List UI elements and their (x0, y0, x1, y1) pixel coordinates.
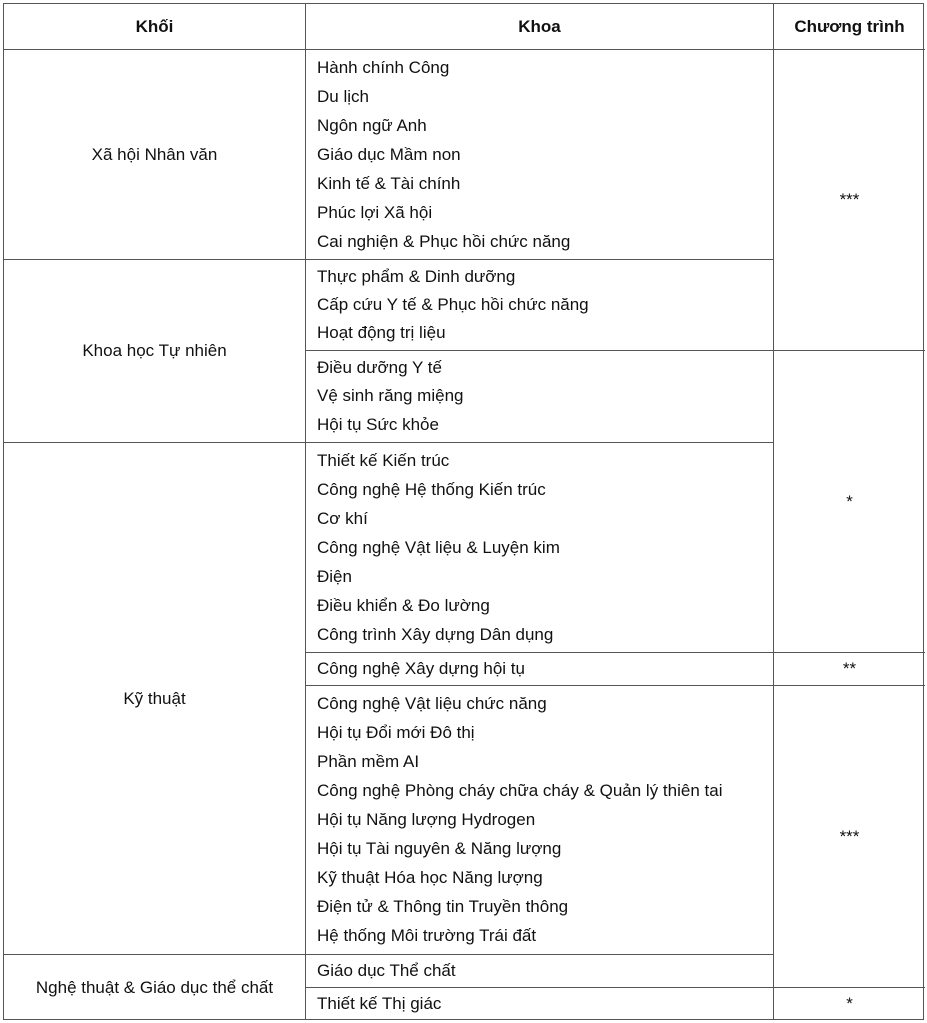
faculty-item: Công nghệ Phòng cháy chữa cháy & Quản lý thiên tai (317, 780, 723, 800)
block-cell: Nghệ thuật & Giáo dục thể chất (4, 955, 306, 1020)
header-program: Chương trình (774, 4, 925, 50)
block-cell: Kỹ thuật (4, 443, 306, 955)
faculty-item: Thiết kế Kiến trúc (317, 450, 450, 470)
faculty-item: Công nghệ Vật liệu & Luyện kim (317, 537, 560, 557)
program-cell: * (774, 351, 925, 653)
faculty-item: Thiết kế Thị giác (317, 994, 442, 1013)
block-cell: Khoa học Tự nhiên (4, 260, 306, 443)
faculty-item: Thực phẩm & Dinh dưỡng (317, 267, 516, 286)
faculty-group (306, 50, 774, 260)
program-cell: *** (774, 50, 925, 351)
faculty-item: Công trình Xây dựng Dân dụng (317, 624, 554, 644)
block-cell: Xã hội Nhân văn (4, 50, 306, 260)
faculty-item: Hành chính Công (317, 57, 450, 77)
faculty-group (306, 955, 774, 988)
program-cell: *** (774, 686, 925, 988)
faculty-item: Phúc lợi Xã hội (317, 202, 433, 222)
faculty-item: Hội tụ Đổi mới Đô thị (317, 722, 475, 742)
faculty-item: Công nghệ Vật liệu chức năng (317, 693, 547, 713)
faculty-item: Giáo dục Thể chất (317, 961, 456, 980)
faculty-table (3, 3, 924, 1020)
faculty-group (306, 653, 774, 686)
faculty-item: Điều khiển & Đo lường (317, 595, 490, 615)
faculty-group (306, 686, 774, 955)
faculty-item: Giáo dục Mầm non (317, 144, 461, 164)
faculty-item: Hoạt động trị liệu (317, 323, 446, 342)
header-faculty: Khoa (306, 4, 774, 50)
faculty-item: Công nghệ Hệ thống Kiến trúc (317, 479, 546, 499)
faculty-group (306, 260, 774, 351)
faculty-group (306, 988, 774, 1020)
faculty-item: Điều dưỡng Y tế (317, 358, 442, 378)
faculty-item: Cai nghiện & Phục hồi chức năng (317, 231, 571, 251)
faculty-item: Kinh tế & Tài chính (317, 173, 461, 193)
faculty-item: Điện (317, 566, 352, 586)
faculty-item: Hội tụ Năng lượng Hydrogen (317, 809, 536, 829)
faculty-item: Hội tụ Sức khỏe (317, 414, 439, 434)
faculty-item: Ngôn ngữ Anh (317, 115, 427, 135)
faculty-item: Hội tụ Tài nguyên & Năng lượng (317, 839, 562, 859)
faculty-item: Cơ khí (317, 508, 368, 528)
program-cell: ** (774, 653, 925, 686)
faculty-group (306, 443, 774, 653)
faculty-item: Phần mềm AI (317, 751, 420, 771)
faculty-group (306, 351, 774, 443)
faculty-item: Vệ sinh răng miệng (317, 386, 464, 406)
header-block: Khối (4, 4, 306, 50)
faculty-item: Kỹ thuật Hóa học Năng lượng (317, 868, 543, 888)
faculty-item: Hệ thống Môi trường Trái đất (317, 926, 537, 946)
faculty-item: Công nghệ Xây dựng hội tụ (317, 659, 525, 678)
faculty-item: Điện tử & Thông tin Truyền thông (317, 897, 569, 917)
program-cell: * (846, 994, 853, 1013)
faculty-item: Cấp cứu Y tế & Phục hồi chức năng (317, 295, 589, 314)
faculty-item: Du lịch (317, 86, 369, 106)
